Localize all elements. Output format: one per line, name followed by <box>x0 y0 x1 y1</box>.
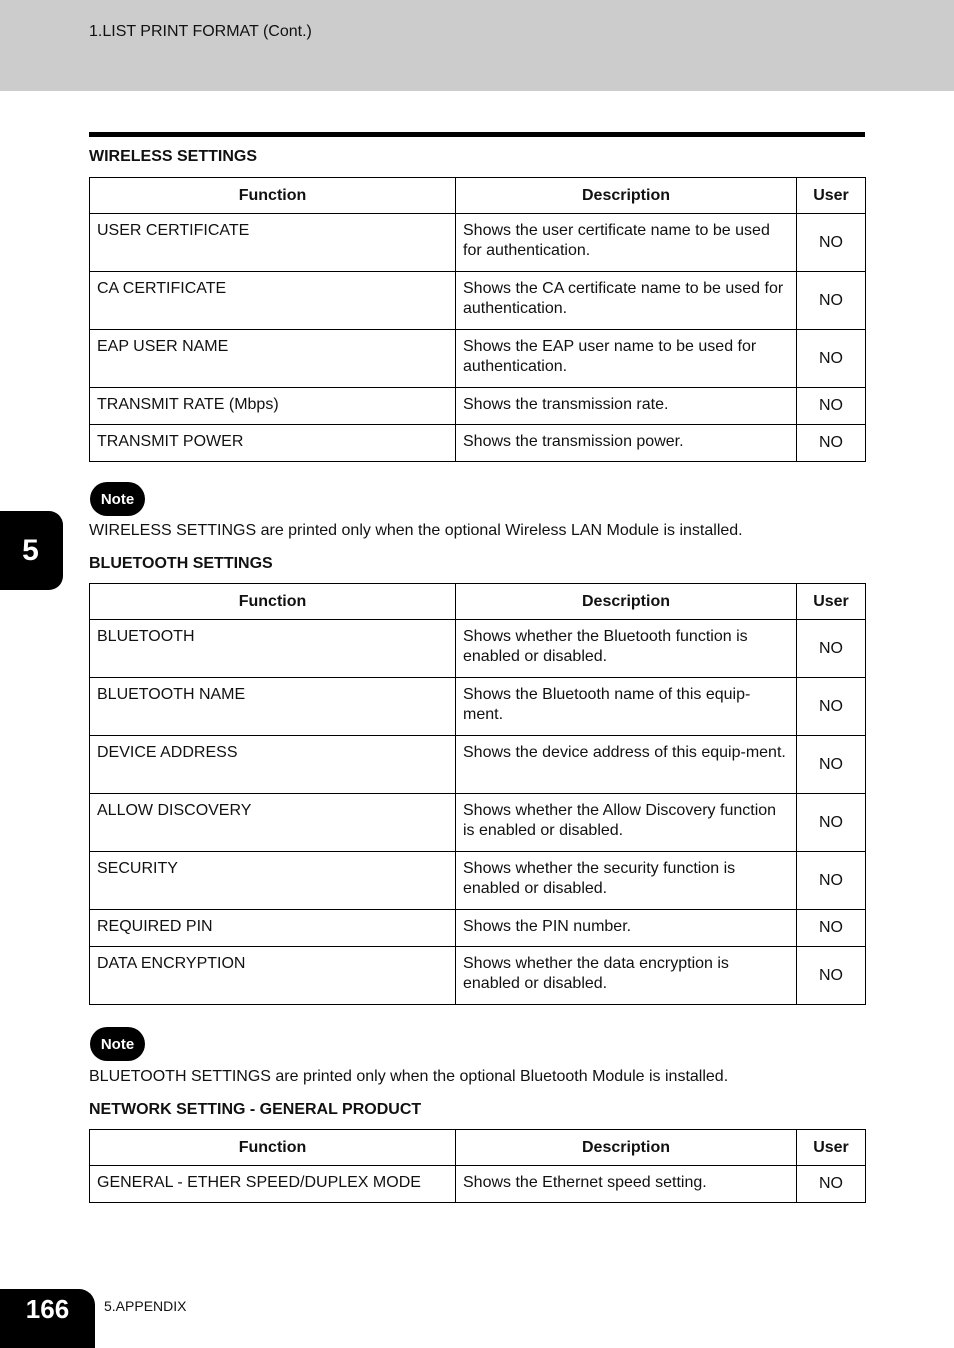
table-header-row <box>90 178 866 214</box>
table-row <box>90 852 866 910</box>
function-cell: EAP USER NAME <box>90 330 456 388</box>
function-cell: USER CERTIFICATE <box>90 214 456 272</box>
description-cell: Shows the CA certificate name to be used for authentication. <box>456 272 797 330</box>
description-cell: Shows whether the data encryption is enabled or disabled. <box>456 947 797 1005</box>
description-cell: Shows the device address of this equip-ment. <box>456 736 797 794</box>
user-cell: NO <box>797 852 866 910</box>
column-header-description: Description <box>456 1130 797 1166</box>
table-row <box>90 272 866 330</box>
table-row <box>90 1166 866 1203</box>
wireless-note-text: WIRELESS SETTINGS are printed only when the optional Wireless LAN Module is installed. <box>89 522 743 539</box>
function-cell: ALLOW DISCOVERY <box>90 794 456 852</box>
header-band <box>0 0 954 91</box>
user-cell: NO <box>797 794 866 852</box>
user-cell: NO <box>797 425 866 462</box>
user-cell: NO <box>797 1166 866 1203</box>
description-cell: Shows whether the Bluetooth function is enabled or disabled. <box>456 620 797 678</box>
running-header: 1.LIST PRINT FORMAT (Cont.) <box>89 23 312 40</box>
user-cell: NO <box>797 214 866 272</box>
function-cell: REQUIRED PIN <box>90 910 456 947</box>
column-header-user: User <box>797 584 866 620</box>
user-cell: NO <box>797 272 866 330</box>
table-header-row <box>90 1130 866 1166</box>
function-cell: DEVICE ADDRESS <box>90 736 456 794</box>
function-cell: BLUETOOTH <box>90 620 456 678</box>
bluetooth-settings-table <box>89 583 866 1005</box>
description-cell: Shows the PIN number. <box>456 910 797 947</box>
note-icon: Note <box>90 482 145 516</box>
column-header-description: Description <box>456 584 797 620</box>
description-cell: Shows the transmission power. <box>456 425 797 462</box>
table-row <box>90 678 866 736</box>
function-cell: TRANSMIT RATE (Mbps) <box>90 388 456 425</box>
wireless-settings-heading: WIRELESS SETTINGS <box>89 148 258 165</box>
table-row <box>90 947 866 1005</box>
column-header-user: User <box>797 178 866 214</box>
table-row <box>90 910 866 947</box>
network-setting-heading: NETWORK SETTING - GENERAL PRODUCT <box>89 1101 422 1118</box>
description-cell: Shows whether the Allow Discovery function is enabled or disabled. <box>456 794 797 852</box>
description-cell: Shows the Ethernet speed setting. <box>456 1166 797 1203</box>
function-cell: TRANSMIT POWER <box>90 425 456 462</box>
wireless-settings-table <box>89 177 866 462</box>
user-cell: NO <box>797 388 866 425</box>
section-rule <box>89 132 865 137</box>
column-header-user: User <box>797 1130 866 1166</box>
table-row <box>90 330 866 388</box>
page-number: 166 <box>0 1289 95 1348</box>
user-cell: NO <box>797 678 866 736</box>
table-row <box>90 620 866 678</box>
table-header-row <box>90 584 866 620</box>
user-cell: NO <box>797 947 866 1005</box>
user-cell: NO <box>797 330 866 388</box>
description-cell: Shows the user certificate name to be used for authentication. <box>456 214 797 272</box>
table-row <box>90 425 866 462</box>
description-cell: Shows the Bluetooth name of this equip-ment. <box>456 678 797 736</box>
footer-section-label: 5.APPENDIX <box>104 1298 187 1314</box>
function-cell: BLUETOOTH NAME <box>90 678 456 736</box>
note-icon: Note <box>90 1027 145 1061</box>
function-cell: CA CERTIFICATE <box>90 272 456 330</box>
chapter-tab: 5 <box>0 511 63 590</box>
description-cell: Shows the EAP user name to be used for authentication. <box>456 330 797 388</box>
description-cell: Shows whether the security function is enabled or disabled. <box>456 852 797 910</box>
function-cell: DATA ENCRYPTION <box>90 947 456 1005</box>
table-row <box>90 388 866 425</box>
function-cell: SECURITY <box>90 852 456 910</box>
description-cell: Shows the transmission rate. <box>456 388 797 425</box>
table-row <box>90 214 866 272</box>
table-row <box>90 736 866 794</box>
column-header-function: Function <box>90 1130 456 1166</box>
function-cell: GENERAL - ETHER SPEED/DUPLEX MODE <box>90 1166 456 1203</box>
network-setting-table <box>89 1129 866 1203</box>
column-header-description: Description <box>456 178 797 214</box>
column-header-function: Function <box>90 178 456 214</box>
column-header-function: Function <box>90 584 456 620</box>
bluetooth-settings-heading: BLUETOOTH SETTINGS <box>89 555 273 572</box>
table-row <box>90 794 866 852</box>
bluetooth-note-text: BLUETOOTH SETTINGS are printed only when the optional Bluetooth Module is installed. <box>89 1068 729 1085</box>
user-cell: NO <box>797 736 866 794</box>
user-cell: NO <box>797 910 866 947</box>
user-cell: NO <box>797 620 866 678</box>
